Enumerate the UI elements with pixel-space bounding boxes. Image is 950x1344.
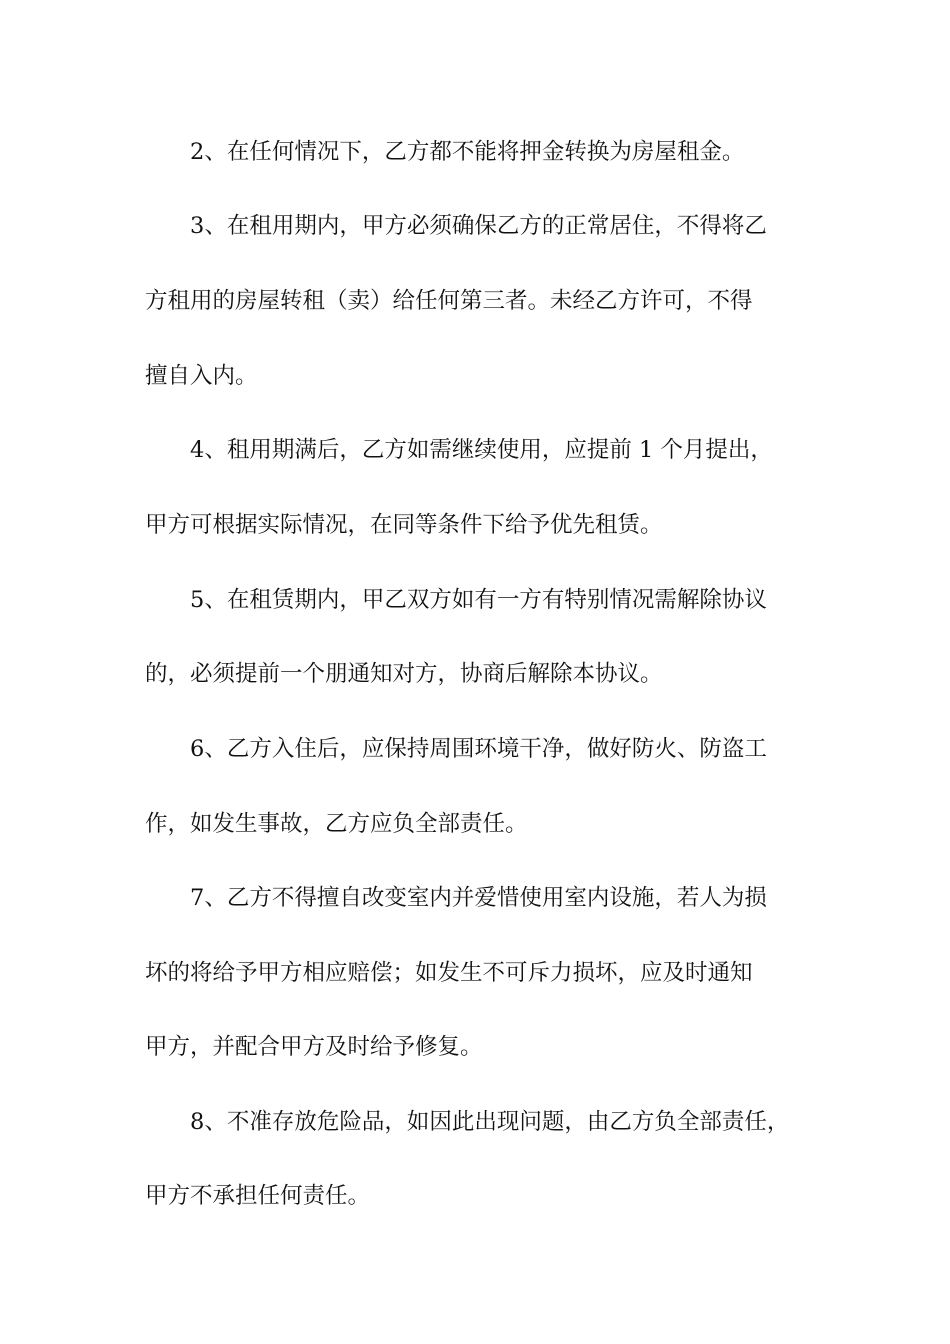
- clause-3-line-2: 方租用的房屋转租（卖）给任何第三者。未经乙方许可，不得: [145, 288, 753, 314]
- clause-6-line-2: 作，如发生事故，乙方应负全部责任。: [145, 811, 528, 837]
- clause-3-line-1: 3、在租用期内，甲方必须确保乙方的正常居住，不得将乙: [190, 213, 767, 239]
- clause-7-line-1: 7、乙方不得擅自改变室内并爱惜使用室内设施，若人为损: [190, 885, 767, 911]
- clause-8-line-2: 甲方不承担任何责任。: [145, 1183, 371, 1209]
- clause-6-line-1: 6、乙方入住后，应保持周围环境干净，做好防火、防盗工: [190, 736, 767, 762]
- clause-5-line-1: 5、在租赁期内，甲乙双方如有一方有特别情况需解除协议: [190, 587, 767, 613]
- clause-7-line-3: 甲方，并配合甲方及时给予修复。: [145, 1034, 483, 1060]
- clause-4-line-2: 甲方可根据实际情况，在同等条件下给予优先租赁。: [145, 512, 663, 538]
- clause-7-line-2: 坏的将给予甲方相应赔偿；如发生不可斥力损坏，应及时通知: [145, 960, 753, 986]
- clause-4-line-1: 4、租用期满后，乙方如需继续使用，应提前 1 个月提出，: [190, 437, 773, 463]
- clause-5-line-2: 的，必须提前一个朋通知对方，协商后解除本协议。: [145, 661, 663, 687]
- clause-3-line-3: 擅自入内。: [145, 363, 258, 389]
- clause-8-line-1: 8、不准存放危险品，如因此出现问题，由乙方负全部责任，: [190, 1109, 790, 1135]
- clause-2-line-1: 2、在任何情况下，乙方都不能将押金转换为房屋租金。: [190, 139, 745, 165]
